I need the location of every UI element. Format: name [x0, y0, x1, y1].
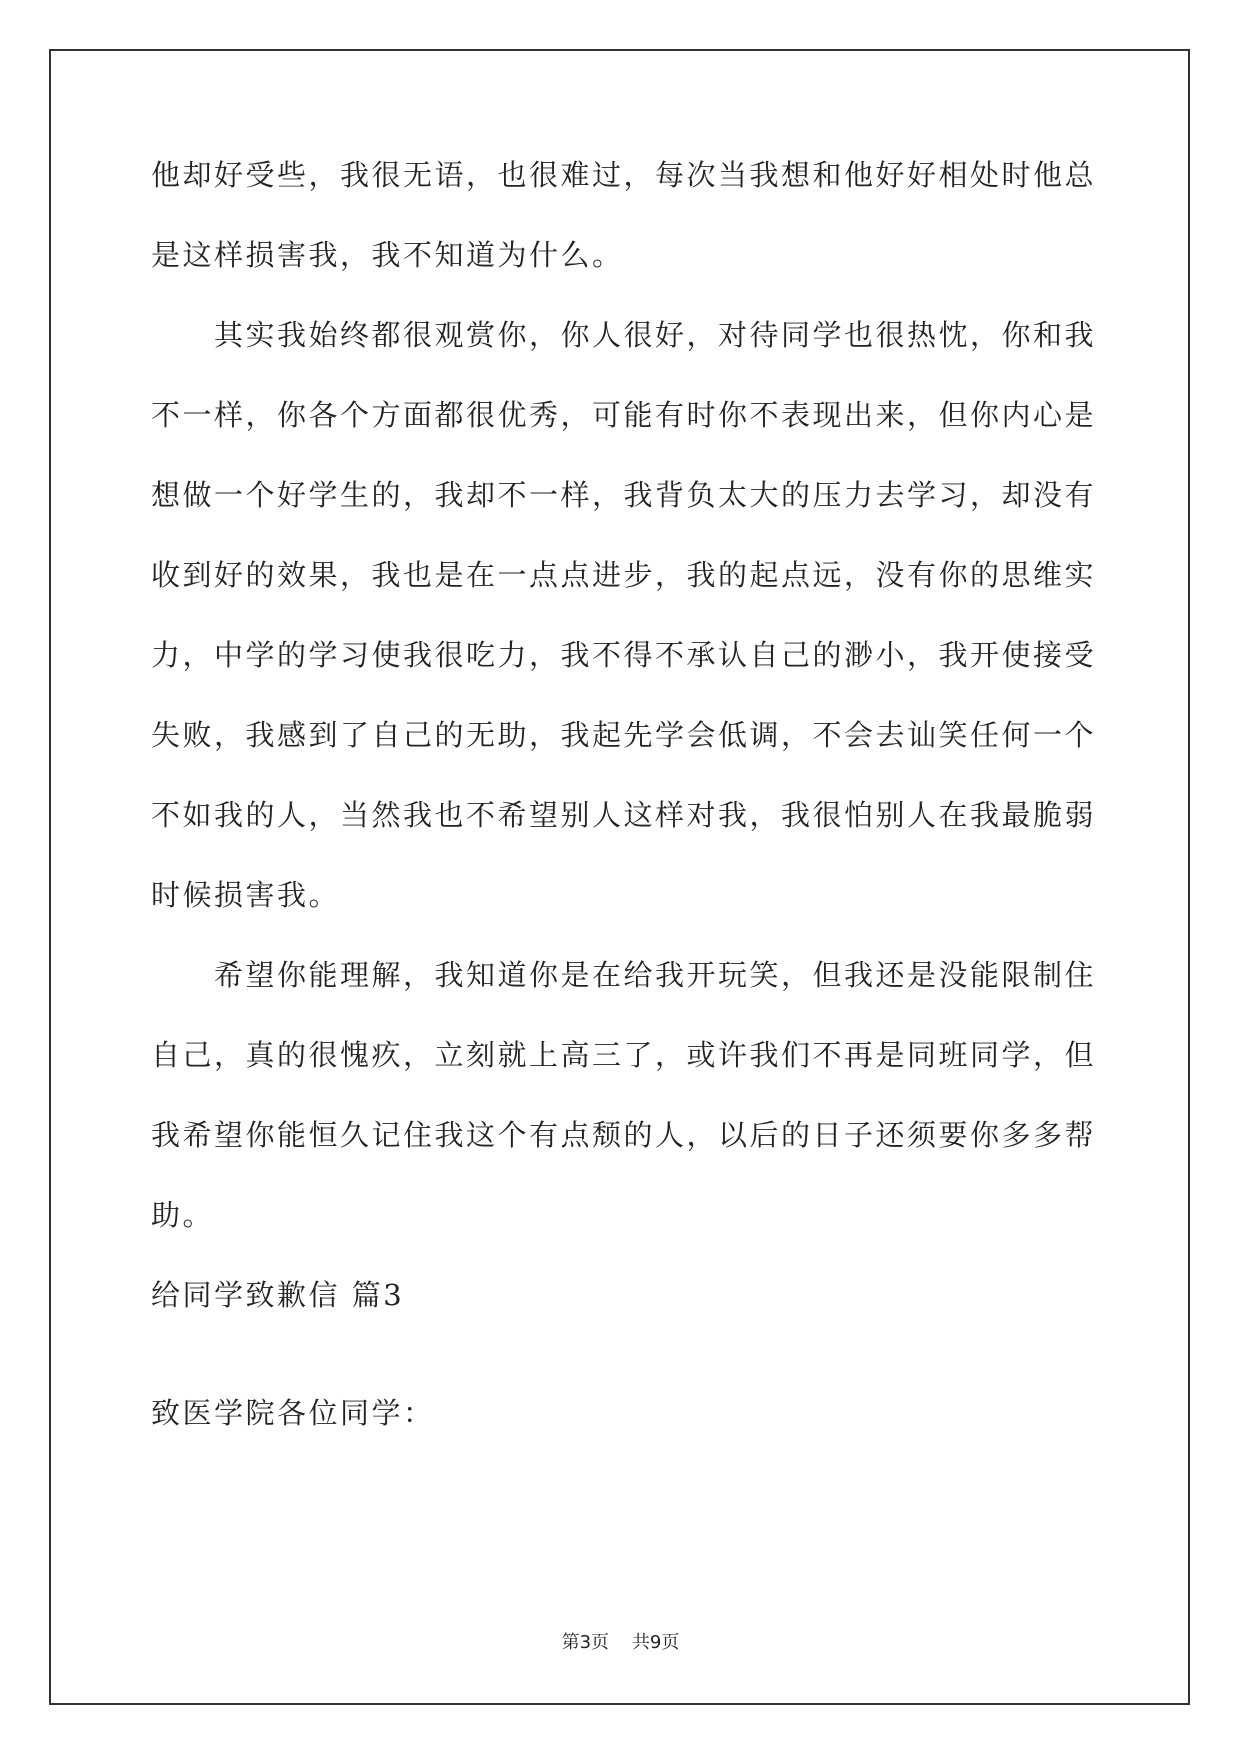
body-line: 我希望你能恒久记住我这个有点颓的人，以后的日子还须要你多多帮 [151, 1118, 1097, 1152]
section-heading: 给同学致歉信 篇3 [151, 1278, 405, 1312]
body-line: 收到好的效果，我也是在一点点进步，我的起点远，没有你的思维实 [151, 558, 1097, 592]
page-total: 共9页 [631, 1632, 680, 1653]
body-line: 希望你能理解，我知道你是在给我开玩笑，但我还是没能限制住 [151, 958, 1097, 992]
body-line: 不如我的人，当然我也不希望别人这样对我，我很怕别人在我最脆弱 [151, 798, 1097, 832]
body-line: 自己，真的很愧疚，立刻就上高三了，或许我们不再是同班同学，但 [151, 1038, 1097, 1072]
document-body [151, 158, 1097, 1478]
body-line: 是这样损害我，我不知道为什么。 [151, 238, 624, 272]
page-footer [0, 1628, 1241, 1654]
spacer [151, 1360, 1091, 1398]
body-line: 失败，我感到了自己的无助，我起先学会低调，不会去讪笑任何一个 [151, 718, 1097, 752]
page-number: 第3页 [561, 1632, 610, 1653]
body-line: 不一样，你各个方面都很优秀，可能有时你不表现出来，但你内心是 [151, 398, 1097, 432]
body-line: 其实我始终都很观赏你，你人很好，对待同学也很热忱，你和我 [151, 318, 1097, 352]
body-line: 他却好受些，我很无语，也很难过，每次当我想和他好好相处时他总 [151, 158, 1097, 192]
body-line: 时候损害我。 [151, 878, 341, 912]
body-line: 想做一个好学生的，我却不一样，我背负太大的压力去学习，却没有 [151, 478, 1097, 512]
body-line: 力，中学的学习使我很吃力，我不得不承认自己的渺小，我开使接受 [151, 638, 1097, 672]
body-line: 助。 [151, 1198, 215, 1232]
salutation: 致医学院各位同学： [151, 1396, 435, 1430]
